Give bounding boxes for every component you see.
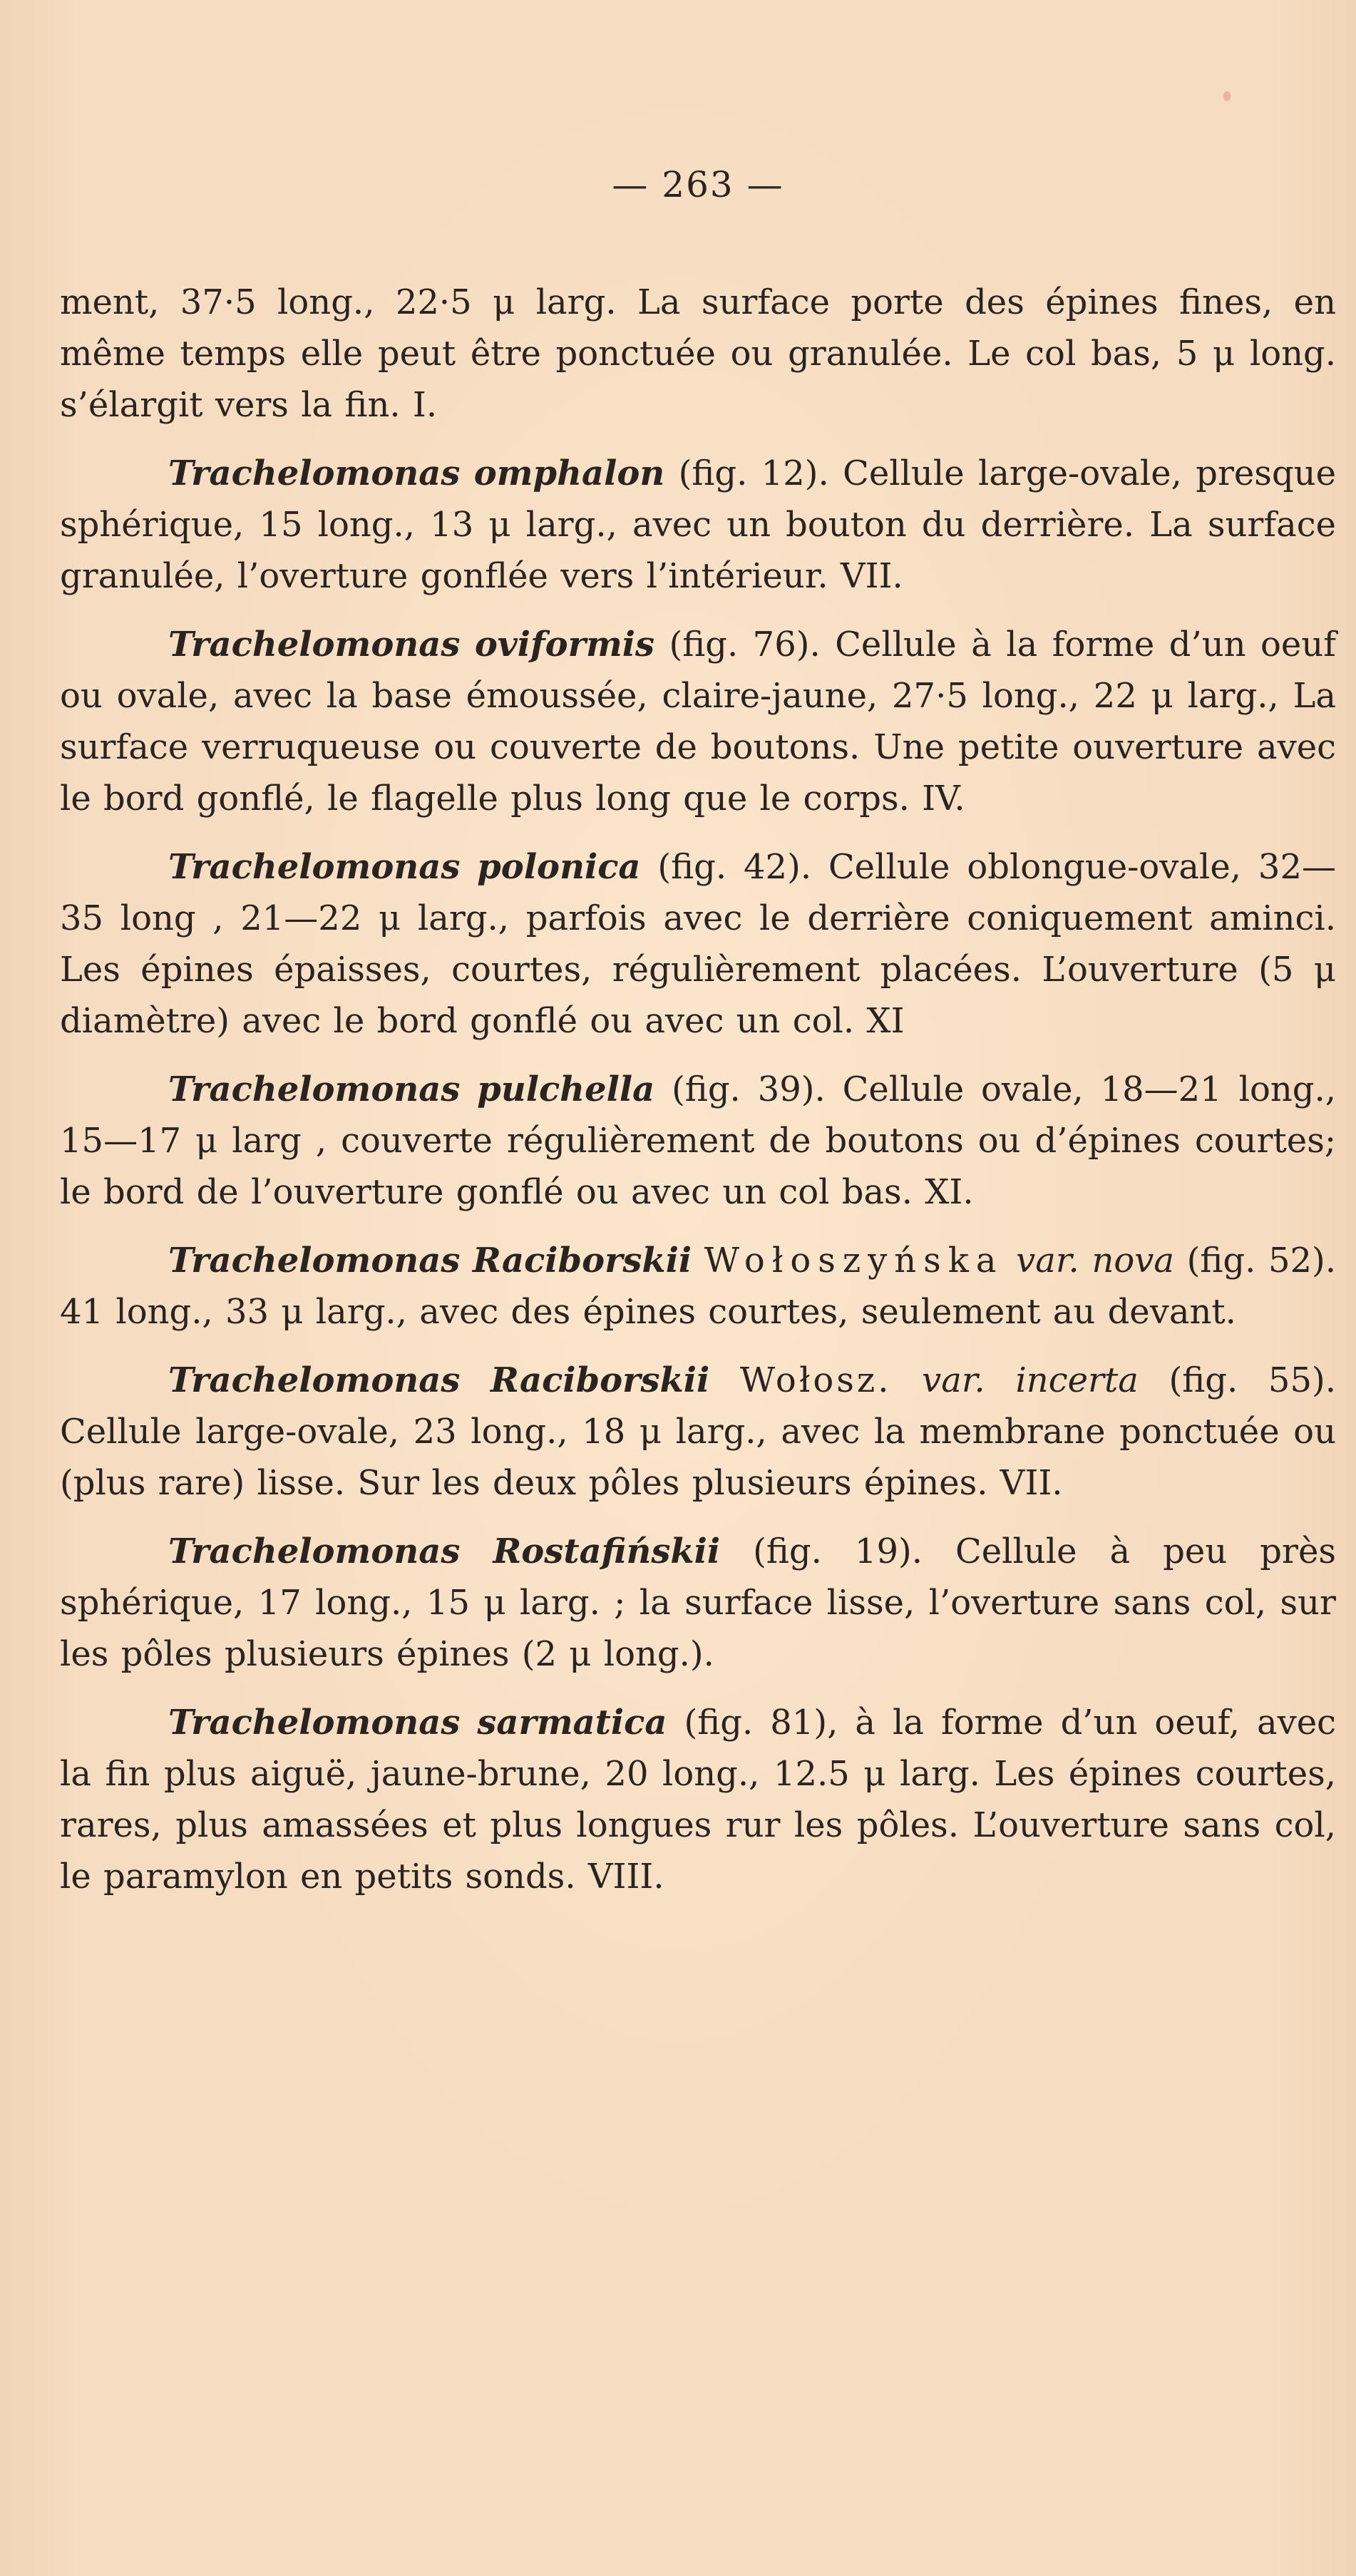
entry-sarmatica	[60, 1697, 1336, 1902]
genus-name: Trachelomonas	[168, 847, 461, 887]
genus-name: Trachelomonas	[168, 453, 461, 493]
species-name: Rostafińskii	[493, 1531, 721, 1571]
genus-name: Trachelomonas	[168, 1360, 461, 1400]
genus-name: Trachelomonas	[168, 1069, 461, 1109]
author-name: Wołosz.	[739, 1360, 892, 1400]
entry-raciborskii-incerta	[60, 1355, 1336, 1509]
genus-name: Trachelomonas	[168, 1703, 461, 1743]
genus-name: Trachelomonas	[168, 1241, 461, 1281]
entry-text: (fig. 76). Cellule à la forme d’un oeuf ou ovale, avec la base émoussée, claire-jaune, 27·5 long., 22 μ larg., La surface verruqueuse ou couverte de boutons. Une petite ouverture avec le bord gonflé, le flagelle plus long que le corps. IV.	[60, 625, 1337, 819]
species-name: polonica	[477, 847, 641, 887]
entry-text: (fig. 12). Cellule large-ovale, presque sphérique, 15 long., 13 μ larg., avec un bouton du derrière. La surface granulée, l’overture gonflée vers l’intérieur. VII.	[60, 453, 1336, 596]
entry-text: (fig. 42). Cellule oblongue-ovale, 32—35 long , 21—22 μ larg., parfois avec le derrière coniquement aminci. Les épines épaisses, courtes, régulièrement placées. L’ouverture (5 μ diamètre) avec le bord gonflé ou avec un col. XI	[60, 847, 1336, 1041]
entry-rostafinskii	[60, 1526, 1336, 1680]
page-number: — 263 —	[612, 164, 784, 205]
variety-name: incerta	[1015, 1360, 1139, 1400]
species-name: Raciborskii	[490, 1360, 710, 1400]
intro-paragraph: ment, 37·5 long., 22·5 μ larg. La surface porte des épines fines, en même temps elle peut être ponctuée ou granulée. Le col bas, 5 μ long. s’élargit vers la fin. I.	[60, 282, 1336, 425]
entry-text: (fig. 19). Cellule à peu près sphérique, 17 long., 15 μ larg. ; la surface lisse, l’overture sans col, sur les pôles plusieurs épines (2 μ long.).	[60, 1531, 1336, 1674]
entry-raciborskii-nova	[60, 1235, 1336, 1338]
variety-prefix: var.	[922, 1360, 985, 1400]
entry-text: (fig. 55). Cellule large-ovale, 23 long., 18 μ larg., avec la membrane ponctuée ou (plus rare) lisse. Sur les deux pôles plusieurs épines. VII.	[60, 1360, 1336, 1503]
entry-pulchella	[60, 1064, 1336, 1218]
entry-polonica	[60, 841, 1336, 1047]
species-name: oviformis	[474, 625, 654, 664]
author-name: Wołoszyńska	[704, 1241, 1004, 1281]
document-page	[60, 164, 1336, 1919]
genus-name: Trachelomonas	[168, 1531, 461, 1571]
species-name: omphalon	[473, 453, 665, 493]
entry-text: (fig. 39). Cellule ovale, 18—21 long., 15—17 μ larg , couverte régulièrement de boutons ou d’épines courtes; le bord de l’ouverture gonflé ou avec un col bas. XI.	[60, 1069, 1336, 1212]
entry-oviformis	[60, 619, 1336, 824]
variety-prefix: var.	[1016, 1241, 1079, 1281]
entry-text: (fig. 81), à la forme d’un oeuf, avec la fin plus aiguë, jaune-brune, 20 long., 12.5 μ larg. Les épines courtes, rares, plus amassées et plus longues rur les pôles. L’ouverture sans col, le paramylon en petits sonds. VIII.	[60, 1703, 1337, 1897]
species-name: pulchella	[477, 1069, 655, 1109]
species-name: Raciborskii	[472, 1241, 692, 1281]
genus-name: Trachelomonas	[168, 625, 461, 664]
paper-speck	[1223, 91, 1231, 101]
species-name: sarmatica	[477, 1703, 667, 1743]
entry-omphalon	[60, 448, 1336, 602]
entry-text: (fig. 52). 41 long., 33 μ larg., avec des épines courtes, seulement au devant.	[60, 1241, 1337, 1332]
variety-name: nova	[1092, 1241, 1174, 1281]
